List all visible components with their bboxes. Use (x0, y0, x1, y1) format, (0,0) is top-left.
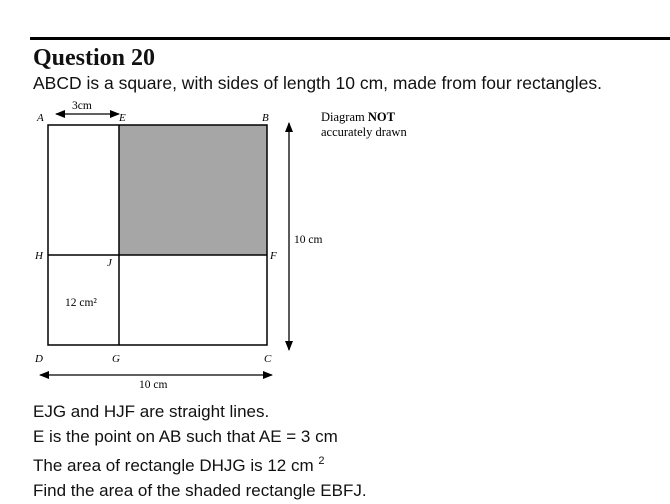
label-h: H (35, 250, 43, 262)
body-line-2: E is the point on AB such that AE = 3 cm (33, 426, 338, 446)
label-d: D (35, 353, 43, 365)
shaded-rectangle-ebfj (119, 125, 267, 255)
body-line-3: The area of rectangle DHJG is 12 cm $^2$ (33, 455, 325, 475)
question-intro: ABCD is a square, with sides of length 10 cm, made from four rectangles. (33, 73, 603, 93)
diagram-note-line1: Diagram NOT (321, 110, 395, 124)
label-f: F (270, 250, 277, 262)
body-line-1: EJG and HJF are straight lines. (33, 402, 270, 421)
question-body (33, 400, 367, 503)
superscript-2: 2 (318, 455, 325, 467)
label-g: G (112, 353, 120, 365)
label-a: A (37, 112, 44, 124)
label-e: E (119, 112, 126, 124)
label-j: J (107, 257, 112, 269)
label-b: B (262, 112, 269, 124)
question-title: Question 20 (33, 45, 156, 71)
diagram-note-line2: accurately drawn (321, 125, 407, 139)
dimension-bottom-label: 10 cm (139, 379, 168, 391)
dimension-right-label: 10 cm (294, 234, 323, 246)
body-line-4: Find the area of the shaded rectangle EBFJ. (33, 480, 367, 500)
dimension-ae-label: 3cm (72, 100, 92, 112)
area-dhjg-label: 12 cm² (65, 297, 97, 309)
label-c: C (264, 353, 272, 365)
